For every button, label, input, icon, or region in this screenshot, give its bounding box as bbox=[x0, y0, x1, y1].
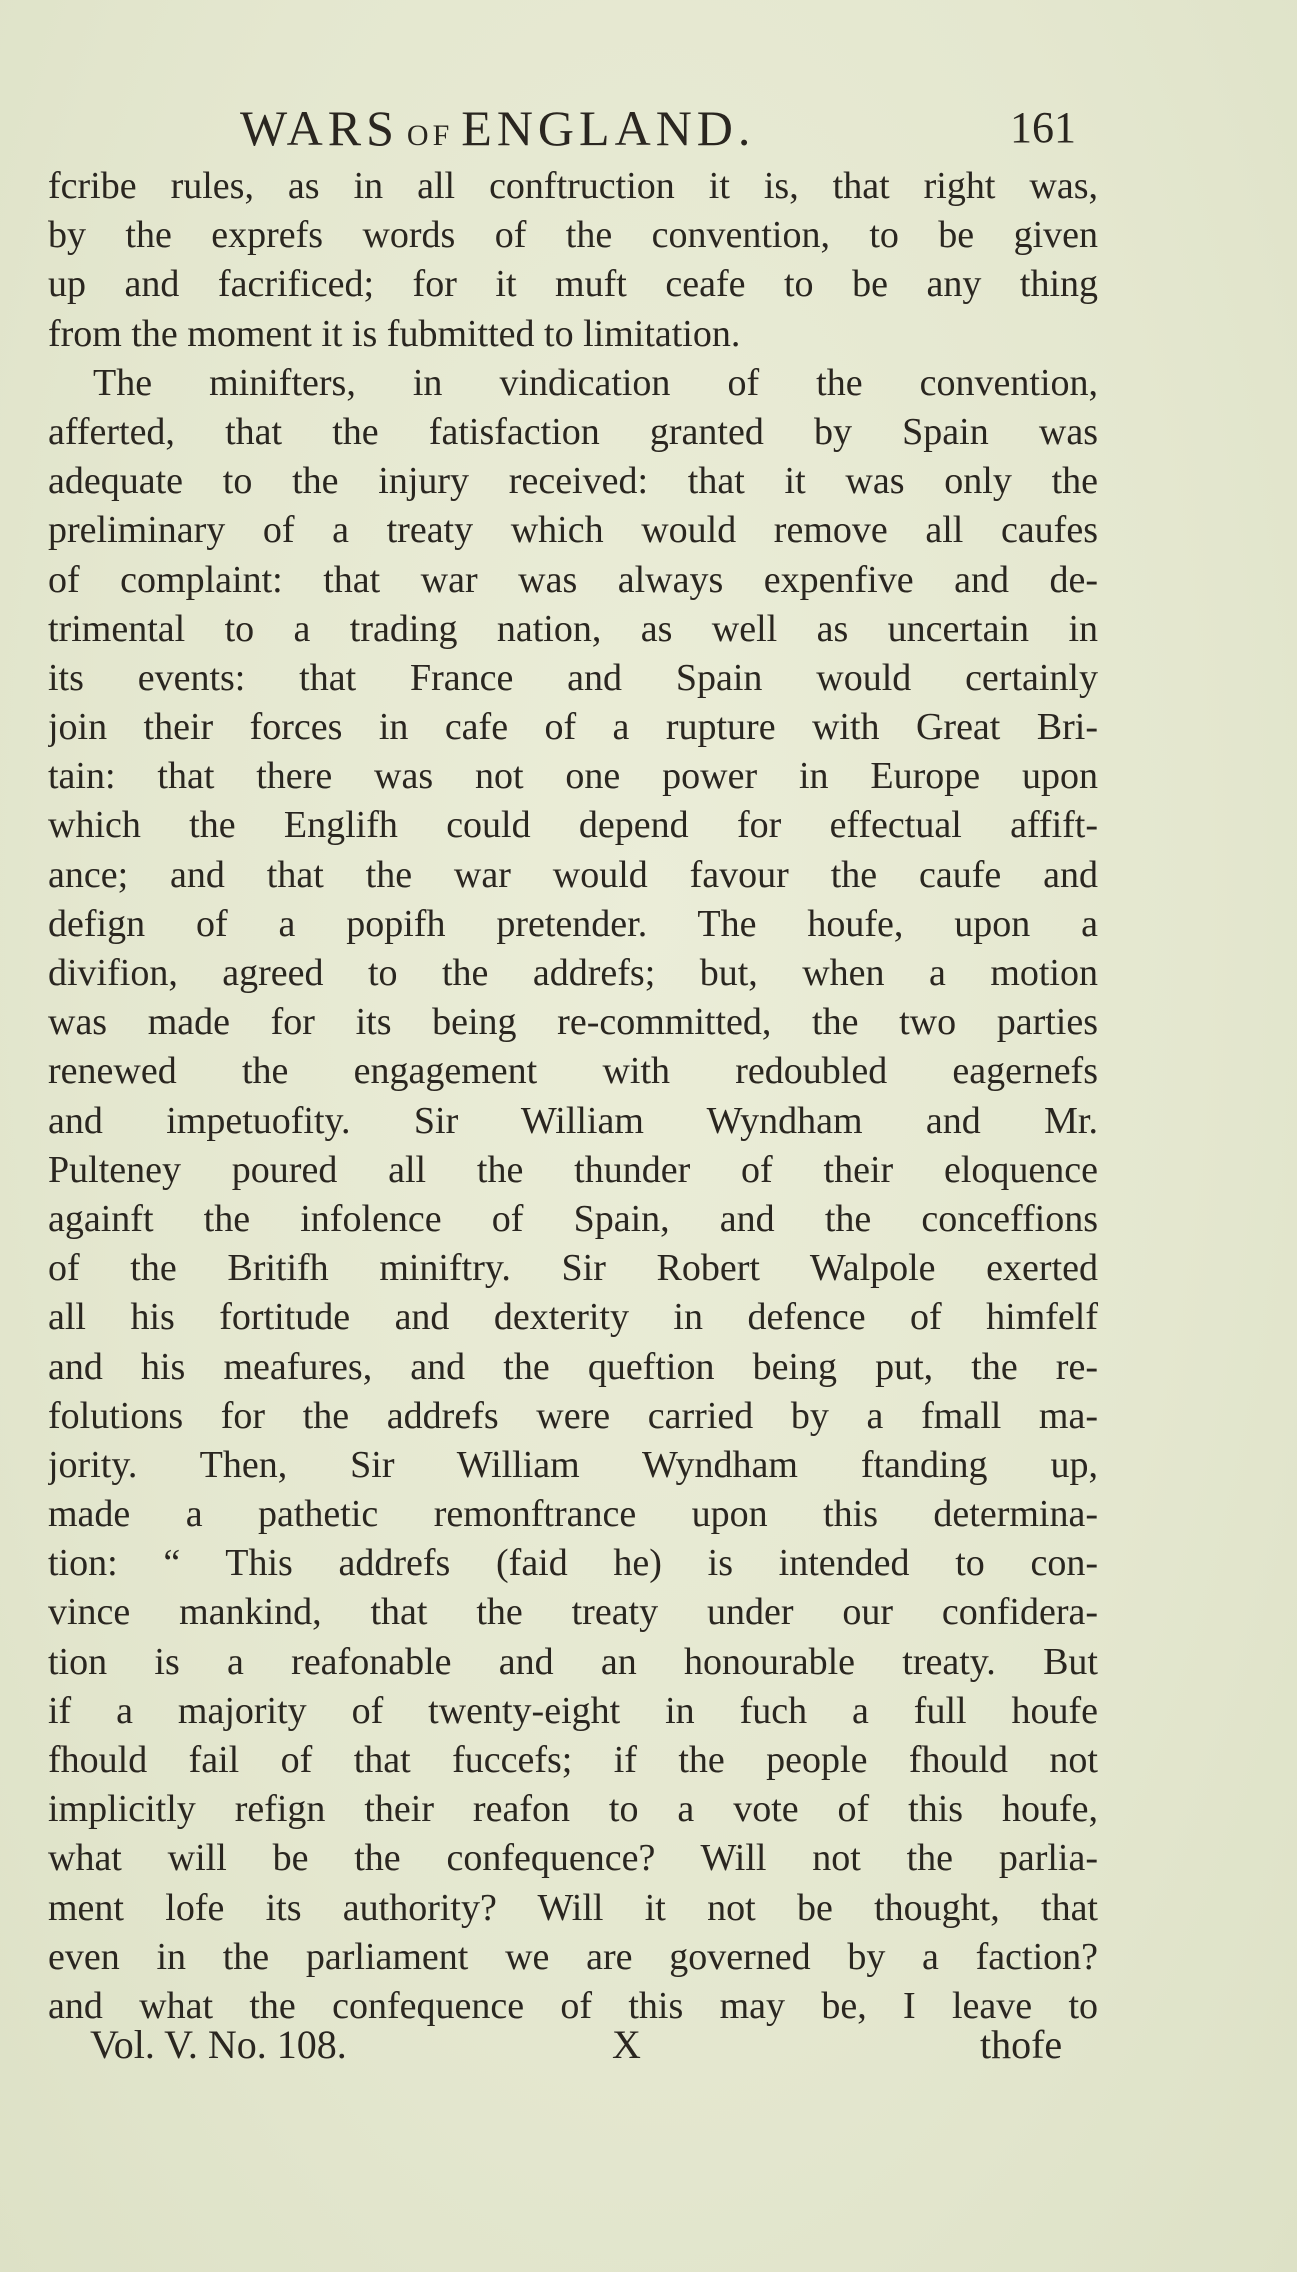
catchword: thofe bbox=[980, 2022, 1063, 2067]
text-line: join their forces in cafe of a rupture with Great Bri- bbox=[48, 706, 1098, 749]
text-line: even in the parliament we are governed by a faction? bbox=[48, 1935, 1098, 1978]
text-line: of complaint: that war was always expenfive and de- bbox=[48, 558, 1098, 601]
text-line: fhould fail of that fuccefs; if the people fhould not bbox=[48, 1739, 1098, 1781]
text-line: and his meafures, and the queftion being put, the re- bbox=[48, 1345, 1098, 1388]
text-line: divifion, agreed to the addrefs; but, when a motion bbox=[48, 952, 1098, 994]
text-line: fcribe rules, as in all conftruction it is, that right was, bbox=[48, 165, 1098, 207]
text-line: defign of a popifh pretender. The houfe, upon a bbox=[48, 902, 1098, 945]
body-text bbox=[48, 162, 1098, 2031]
text-line: of the Britifh miniftry. Sir Robert Walpole exerted bbox=[48, 1247, 1098, 1290]
text-line: ment lofe its authority? Will it not be thought, that bbox=[48, 1886, 1098, 1929]
running-header bbox=[0, 98, 1297, 158]
text-line: from the moment it is fubmitted to limitation. bbox=[48, 312, 741, 355]
text-line: renewed the engagement with redoubled eagernefs bbox=[48, 1050, 1098, 1093]
text-line: folutions for the addrefs were carried by a fmall ma- bbox=[48, 1394, 1098, 1437]
volume-number: Vol. V. No. 108. bbox=[90, 2022, 347, 2067]
title-of: OF bbox=[406, 119, 454, 152]
text-line: its events: that France and Spain would certainly bbox=[48, 656, 1098, 699]
text-line: jority. Then, Sir William Wyndham ftanding up, bbox=[48, 1443, 1098, 1486]
text-line: what will be the confequence? Will not the parlia- bbox=[48, 1837, 1098, 1880]
text-line: Pulteney poured all the thunder of their eloquence bbox=[48, 1148, 1098, 1191]
page-footer bbox=[0, 2020, 1297, 2070]
text-line: made a pathetic remonftrance upon this determina- bbox=[48, 1493, 1098, 1536]
text-line: afferted, that the fatisfaction granted by Spain was bbox=[48, 410, 1098, 453]
page-number: 161 bbox=[1010, 103, 1076, 152]
text-line: tain: that there was not one power in Europe upon bbox=[48, 755, 1098, 798]
running-title bbox=[240, 98, 755, 166]
text-line: adequate to the injury received: that it was only the bbox=[48, 460, 1098, 503]
text-line: if a majority of twenty-eight in fuch a full houfe bbox=[48, 1689, 1098, 1732]
text-line: tion: “ This addrefs (faid he) is intended to con- bbox=[48, 1542, 1098, 1585]
text-line: was made for its being re-committed, the two parties bbox=[48, 1001, 1098, 1044]
text-line: The minifters, in vindication of the convention, bbox=[93, 361, 1098, 404]
signature-mark: X bbox=[612, 2022, 641, 2067]
text-line: up and facrificed; for it muft ceafe to be any thing bbox=[48, 263, 1098, 306]
text-line: againft the infolence of Spain, and the conceffions bbox=[48, 1197, 1098, 1240]
text-line: implicitly refign their reafon to a vote of this houfe, bbox=[48, 1788, 1098, 1831]
text-line: vince mankind, that the treaty under our confidera- bbox=[48, 1591, 1098, 1634]
text-line: all his fortitude and dexterity in defence of himfelf bbox=[48, 1296, 1098, 1339]
text-line: which the Englifh could depend for effectual affift- bbox=[48, 804, 1098, 847]
text-line: and impetuofity. Sir William Wyndham and Mr. bbox=[48, 1099, 1098, 1142]
text-line: trimental to a trading nation, as well as uncertain in bbox=[48, 607, 1098, 650]
text-line: and what the confequence of this may be, I leave to bbox=[48, 1984, 1098, 2027]
text-line: ance; and that the war would favour the caufe and bbox=[48, 853, 1098, 896]
text-line: preliminary of a treaty which would remove all caufes bbox=[48, 509, 1098, 552]
text-line: by the exprefs words of the convention, to be given bbox=[48, 214, 1098, 257]
text-line: tion is a reafonable and an honourable treaty. But bbox=[48, 1640, 1098, 1683]
title-wars: WARS bbox=[240, 100, 399, 156]
title-england: ENGLAND. bbox=[461, 100, 756, 156]
